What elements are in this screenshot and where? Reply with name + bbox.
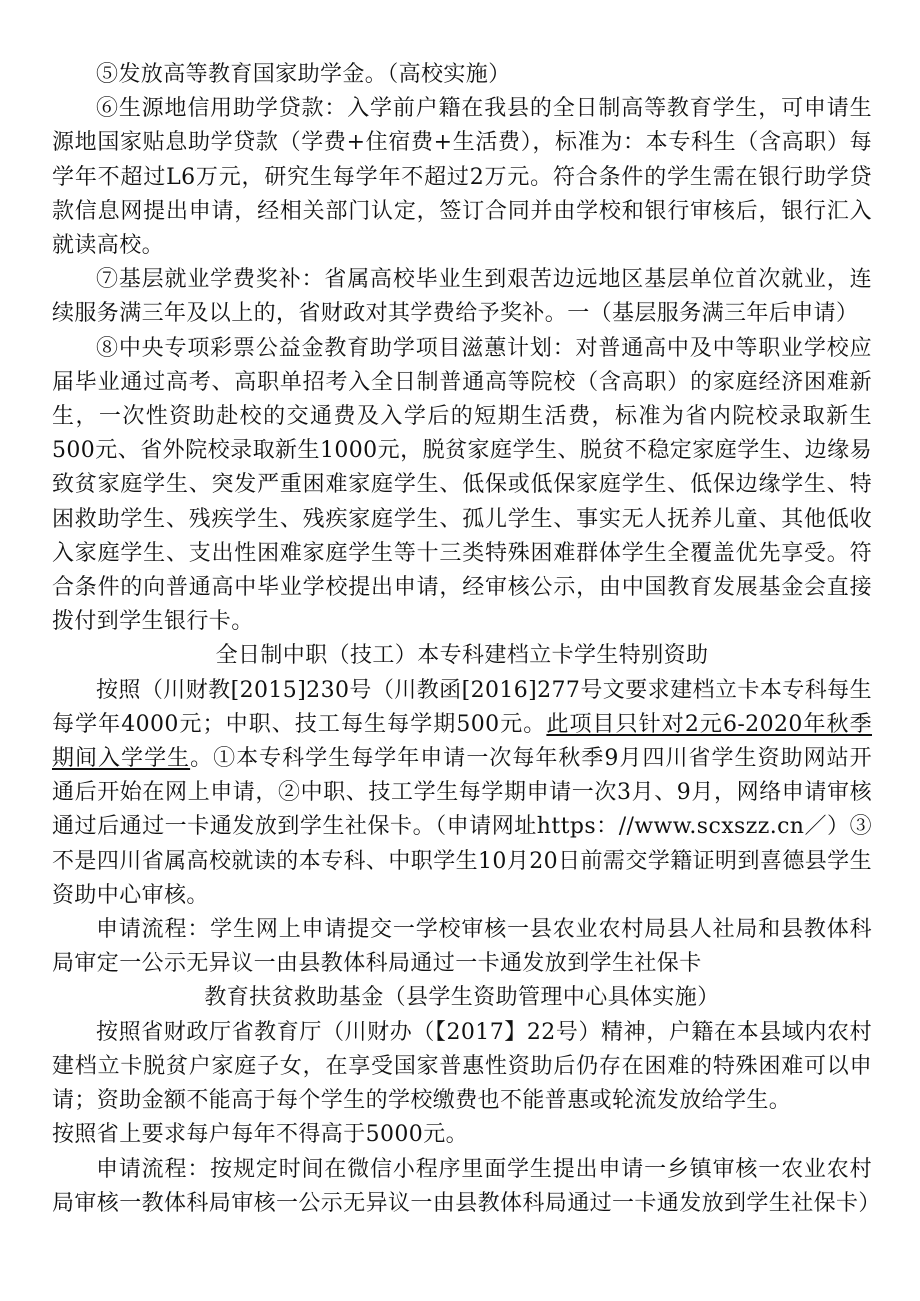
- section-2-limit-note: 按照省上要求每户每年不得高于5000元。: [52, 1122, 468, 1148]
- section-1-underlined-note: 此项目只针对2元6-2020年秋季期间入学学生: [52, 711, 872, 772]
- item-7-paragraph: ⑦基层就业学费奖补：省属高校毕业生到艰苦边远地区基层单位首次就业，连续服务满三年及以上的，省财政对其学费给予奖补。一（基层服务满三年后申请）: [52, 267, 872, 327]
- section-1-process: 申请流程：学生网上申请提交一学校审核一县农业农村局县人社局和县教体科局审定一公示无异议一由县教体科局通过一卡通发放到学生社保卡: [52, 917, 872, 977]
- section-1-paragraph: [52, 674, 872, 913]
- section-1-text-after: 。①本专科学生每学年申请一次每年秋季9月四川省学生资助网站开通后开始在网上申请，②中职、技工学生每学期申请一次3月、9月，网络申请审核通过后通过一卡通发放到学生社保卡。（申请网址https：//www.scxszz.cn／）③不是四川省属高校就读的本专科、中职学生10月20日前需交学籍证明到喜德县学生资助中心审核。: [52, 746, 873, 908]
- item-6-paragraph: ⑥生源地信用助学贷款：入学前户籍在我县的全日制高等教育学生，可申请生源地国家贴息助学贷款（学费+住宿费+生活费），标准为：本专科生（含高职）每学年不超过L6万元，研究生每学年不超过2万元。符合条件的学生需在银行助学贷款信息网提出申请，经相关部门认定，签订合同并由学校和银行审核后，银行汇入就读高校。: [52, 96, 872, 259]
- item-8-paragraph: ⑧中央专项彩票公益金教育助学项目滋蕙计划：对普通高中及中等职业学校应届毕业通过高考、高职单招考入全日制普通高等院校（含高职）的家庭经济困难新生，一次性资助赴校的交通费及入学后的短期生活费，标准为省内院校录取新生500元、省外院校录取新生1000元，脱贫家庭学生、脱贫不稳定家庭学生、边缘易致贫家庭学生、突发严重困难家庭学生、低保或低保家庭学生、低保边缘学生、特困救助学生、残疾学生、残疾家庭学生、孤儿学生、事实无人抚养儿童、其他低收入家庭学生、支出性困难家庭学生等十三类特殊困难群体学生全覆盖优先享受。符合条件的向普通高中毕业学校提出申请，经审核公示，由中国教育发展基金会直接拨付到学生银行卡。: [52, 335, 872, 635]
- section-1-title: 全日制中职（技工）本专科建档立卡学生特别资助: [215, 643, 709, 669]
- section-2-process: 申请流程：按规定时间在微信小程序里面学生提出申请一乡镇审核一农业农村局审核一教体科局审核一公示无异议一由县教体科局通过一卡通发放到学生社保卡）: [52, 1156, 881, 1216]
- section-2-paragraph: 按照省财政厅省教育厅（川财办（【2017】22号）精神，户籍在本县域内农村建档立卡脱贫户家庭子女，在享受国家普惠性资助后仍存在困难的特殊困难可以申请；资助金额不能高于每个学生的学校缴费也不能普惠或轮流发放给学生。: [52, 1019, 872, 1114]
- section-1-text-before: 按照（川财教[2015]230号（川教函[2016]277号文要求建档立卡本专科每生每学年4000元；中职、技工每生每学期500元。: [52, 677, 872, 737]
- section-2-title: 教育扶贫救助基金（县学生资助管理中心具体实施）: [204, 985, 720, 1011]
- item-5-paragraph: ⑤发放高等教育国家助学金。（高校实施）: [96, 62, 511, 87]
